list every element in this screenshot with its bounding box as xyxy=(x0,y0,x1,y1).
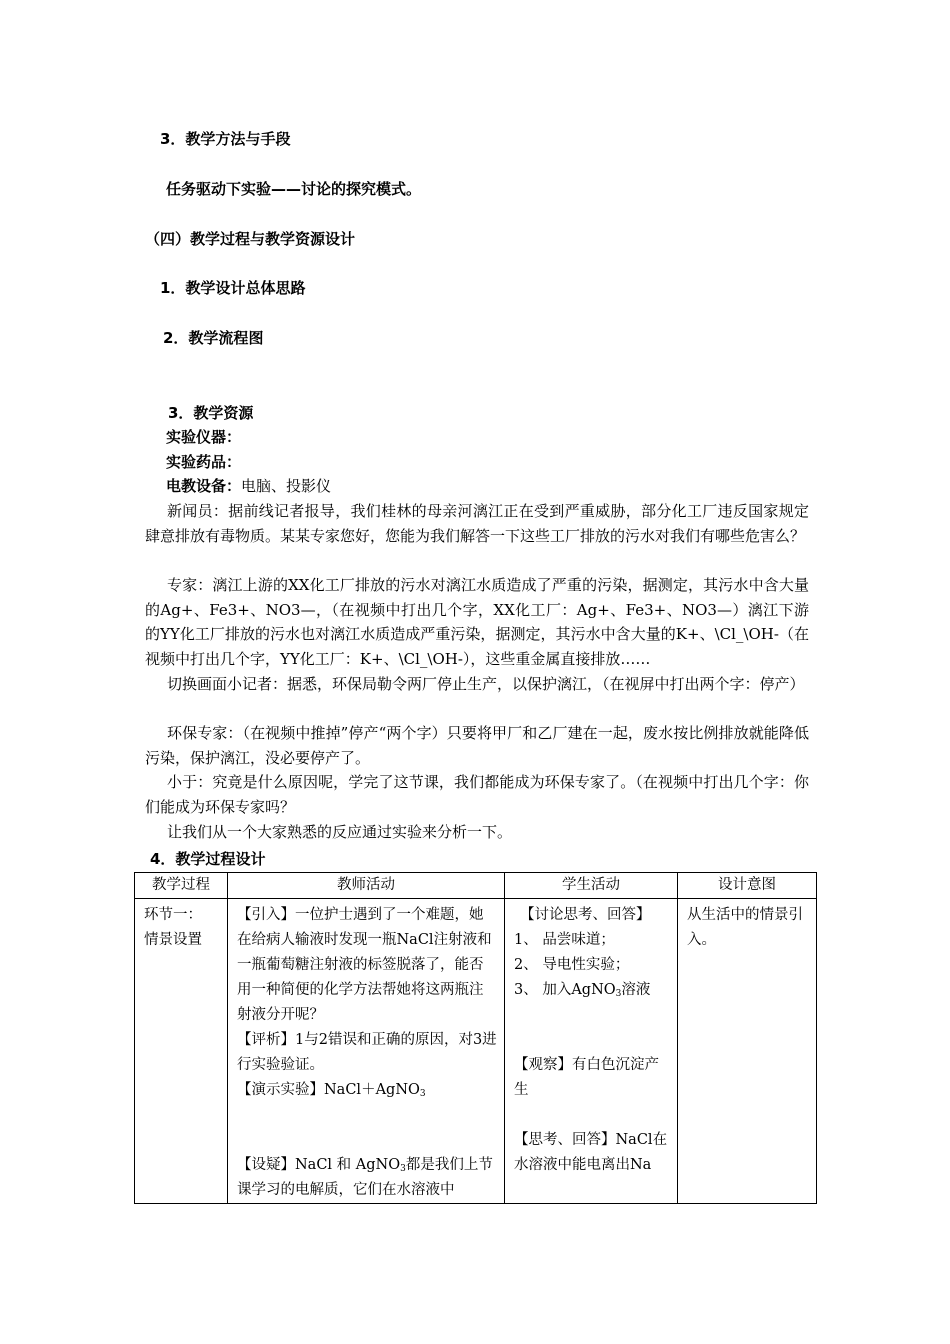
stage-number: 环节一： xyxy=(144,907,202,923)
paragraph-xiaoyu: 小于：究竟是什么原因呢，学完了这节课，我们都能成为环保专家了。（在视频中打出几个字：你们能成为环保专家吗？ xyxy=(145,773,809,816)
student-item-3 xyxy=(514,978,670,1003)
question-text-b: 都是我们上节课学习的电解质，它们在水溶液中 xyxy=(237,1157,493,1198)
question-text-a: 【设疑】NaCl 和 AgNO xyxy=(237,1157,401,1173)
paragraph-reporter: 切换画面小记者：据悉，环保局勒令两厂停止生产，以保护漓江，（在视屏中打出两个字：停产） xyxy=(167,675,805,693)
resource-instruments xyxy=(166,426,241,447)
paragraph-env-expert: 环保专家：（在视频中推掉”停产“两个字）只要将甲厂和乙厂建在一起，废水按比例排放就能降低污染，保护漓江，没必要停产了。 xyxy=(145,724,809,767)
spacer xyxy=(237,1103,497,1153)
student-think: 【思考、回答】NaCl在水溶液中能电离出Na xyxy=(514,1132,668,1173)
demo-subscript: 3 xyxy=(419,1089,426,1099)
resource-drugs xyxy=(166,451,241,472)
cell-teacher xyxy=(228,899,505,1204)
student-observe: 【观察】有白色沉淀产生 xyxy=(514,1057,659,1098)
spacer xyxy=(514,1003,670,1053)
student-item-1: 1、 品尝味道； xyxy=(514,932,615,948)
col-header-process: 教学过程 xyxy=(135,873,228,899)
drugs-label: 实验药品： xyxy=(166,453,242,471)
teaching-methods-text: 任务驱动下实验——讨论的探究模式。 xyxy=(166,180,422,198)
question-subscript: 3 xyxy=(400,1164,406,1174)
demo-text: 【演示实验】NaCl＋AgNO xyxy=(237,1082,420,1098)
process-table xyxy=(134,872,817,1204)
paragraph-expert: 专家：漓江上游的XX化工厂排放的污水对漓江水质造成了严重的污染，据测定，其污水中含大量的Ag+、Fe3+、NO3—，（在视频中打出几个字，XX化工厂：Ag+、Fe3+、NO3—）漓江下游的YY化工厂排放的污水也对漓江水质造成严重污染，据测定，其污水中含大量的K+、\Cl_\OH-（在视频中打出几个字，YY化工厂：K+、\Cl_\OH-），这些重金属直接排放…… xyxy=(145,576,809,668)
resource-equipment xyxy=(166,475,331,496)
stage-title: 情景设置 xyxy=(144,932,202,948)
instruments-label: 实验仪器： xyxy=(166,428,242,446)
cell-intent: 从生活中的情景引入。 xyxy=(678,899,817,1204)
heading-overall-idea: 1．教学设计总体思路 xyxy=(160,279,306,297)
paragraph-news-anchor: 新闻员：据前线记者报导，我们桂林的母亲河漓江正在受到严重威胁，部分化工厂违反国家规定肆意排放有毒物质。某某专家您好，您能为我们解答一下这些工厂排放的污水对我们有哪些危害么？ xyxy=(145,502,809,545)
heading-process-design: 4．教学过程设计 xyxy=(150,850,266,868)
teacher-intro: 【引入】一位护士遇到了一个难题，她在给病人输液时发现一瓶NaCl注射液和一瓶葡萄糖注射液的标签脱落了，能否用一种简便的化学方法帮她将这两瓶注射液分开呢？ xyxy=(237,907,492,1023)
col-header-teacher: 教师活动 xyxy=(228,873,505,899)
paragraph-transition: 让我们从一个大家熟悉的反应通过实验来分析一下。 xyxy=(167,823,513,841)
item3-text-a: 3、 加入AgNO xyxy=(514,982,616,998)
col-header-intent: 设计意图 xyxy=(678,873,817,899)
heading-section-four: （四）教学过程与教学资源设计 xyxy=(145,230,356,248)
table-row xyxy=(135,899,817,1204)
equipment-label: 电教设备： xyxy=(166,477,242,495)
teacher-question xyxy=(237,1153,497,1203)
heading-teaching-methods: 3．教学方法与手段 xyxy=(160,130,291,148)
student-item-2: 2、 导电性实验； xyxy=(514,957,630,973)
table-header-row xyxy=(135,873,817,899)
heading-flowchart: 2．教学流程图 xyxy=(163,329,264,347)
spacer xyxy=(514,1103,670,1128)
col-header-student: 学生活动 xyxy=(505,873,678,899)
item3-text-b: 溶液 xyxy=(621,982,651,998)
teacher-demo xyxy=(237,1078,497,1103)
student-discuss: 【讨论思考、回答】 xyxy=(520,907,651,923)
cell-student xyxy=(505,899,678,1204)
item3-subscript: 3 xyxy=(615,989,622,999)
cell-stage xyxy=(135,899,228,1204)
teacher-eval: 【评析】1与2错误和正确的原因，对3进行实验验证。 xyxy=(237,1032,497,1073)
equipment-value: 电脑、投影仪 xyxy=(241,477,332,495)
heading-resources: 3．教学资源 xyxy=(168,404,254,422)
